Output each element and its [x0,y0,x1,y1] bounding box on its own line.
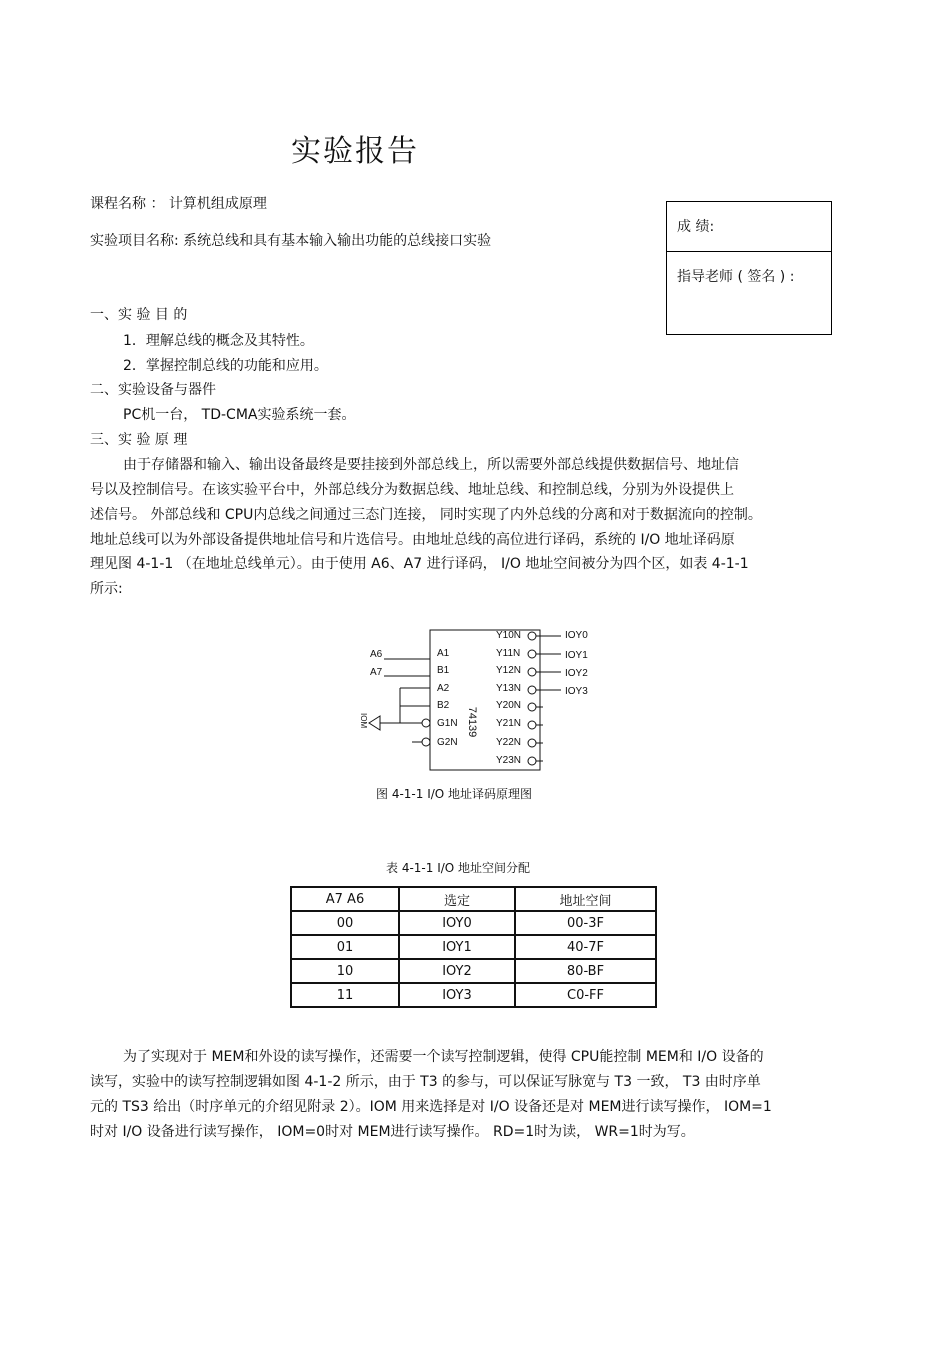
grade-label: 成 绩: [677,219,715,235]
pin-y20n: Y20N [496,700,522,711]
grade-box [666,201,832,335]
table-cell: IOY3 [399,983,515,1007]
teacher-signature-label: 指导老师 ( 签名 ) : [677,269,795,285]
table-cell: 00 [291,911,399,935]
section-3-heading: 三、实 验 原 理 [90,432,188,448]
pin-y22n: Y22N [496,737,522,748]
project-name: 实验项目名称: 系统总线和具有基本输入输出功能的总线接口实验 [90,233,492,249]
table-header-cell: 地址空间 [515,887,656,911]
table-row [291,983,656,1007]
pin-b1: B1 [437,665,450,676]
table-cell: 10 [291,959,399,983]
output-ioy0: IOY0 [565,630,588,641]
table-row [291,959,656,983]
section-2-text: PC机一台， TD-CMA实验系统一套。 [123,407,356,423]
pin-y21n: Y21N [496,718,522,729]
table-cell: 00-3F [515,911,656,935]
paragraph-2-line: 时对 I/O 设备进行读写操作， IOM=0时对 MEM进行读写操作。 RD=1时为读， WR=1时为写。 [90,1124,695,1140]
input-a6-label: A6 [370,649,383,660]
pin-g2n: G2N [437,737,458,748]
table-caption: 表 4-1-1 I/O 地址空间分配 [386,861,531,875]
address-table [290,886,657,1008]
paragraph-1-line: 理见图 4-1-1 （在地址总线单元）。由于使用 A6、A7 进行译码， I/O 地址空间被分为四个区，如表 4-1-1 [90,556,749,572]
table-row [291,911,656,935]
pin-g1n: G1N [437,718,458,729]
figure-caption: 图 4-1-1 I/O 地址译码原理图 [376,787,533,801]
table-cell: 11 [291,983,399,1007]
decoder-diagram [355,622,615,777]
page-title: 实验报告 [291,134,419,169]
output-ioy1: IOY1 [565,650,588,661]
pin-a2: A2 [437,683,450,694]
paragraph-2-line: 为了实现对于 MEM和外设的读写操作，还需要一个读写控制逻辑，使得 CPU能控制 MEM和 I/O 设备的 [123,1049,764,1065]
table-cell: 80-BF [515,959,656,983]
iom-label: IOM [359,713,368,729]
table-cell: 01 [291,935,399,959]
paragraph-1-line: 号以及控制信号。在该实验平台中，外部总线分为数据总线、地址总线、和控制总线，分别为外设提供上 [90,482,734,498]
pin-y13n: Y13N [496,683,522,694]
section-1-item-1: 1．理解总线的概念及其特性。 [123,333,314,349]
paragraph-1-line: 所示: [90,581,123,597]
output-ioy3: IOY3 [565,686,588,697]
table-row [291,935,656,959]
section-2-heading: 二、实验设备与器件 [90,382,216,398]
pin-a1: A1 [437,648,450,659]
table-cell: 40-7F [515,935,656,959]
section-1-heading: 一、实 验 目 的 [90,307,188,323]
paragraph-2-line: 元的 TS3 给出（时序单元的介绍见附录 2）。IOM 用来选择是对 I/O 设备还是对 MEM进行读写操作， IOM=1 [90,1099,772,1115]
input-a7-label: A7 [370,667,383,678]
pin-y12n: Y12N [496,665,522,676]
pin-b2: B2 [437,700,450,711]
chip-name: 74139 [466,706,478,738]
table-cell: IOY0 [399,911,515,935]
table-cell: IOY2 [399,959,515,983]
pin-y11n: Y11N [496,648,521,659]
paragraph-1-line: 地址总线可以为外部设备提供地址信号和片选信号。由地址总线的高位进行译码，系统的 I/O 地址译码原 [90,532,735,548]
section-1-item-2: 2．掌握控制总线的功能和应用。 [123,358,328,374]
table-cell: IOY1 [399,935,515,959]
output-ioy2: IOY2 [565,668,588,679]
course-name: 课程名称 ： 计算机组成原理 [90,196,267,212]
table-header-cell: A7 A6 [291,887,399,911]
paragraph-2-line: 读写，实验中的读写控制逻辑如图 4-1-2 所示，由于 T3 的参与，可以保证写脉宽与 T3 一致， T3 由时序单 [90,1074,761,1090]
table-header-row [291,887,656,911]
paragraph-1-line: 由于存储器和输入、输出设备最终是要挂接到外部总线上，所以需要外部总线提供数据信号、地址信 [123,457,739,473]
pin-y23n: Y23N [496,755,522,766]
table-cell: C0-FF [515,983,656,1007]
table-header-cell: 选定 [399,887,515,911]
pin-y10n: Y10N [496,630,522,641]
paragraph-1-line: 述信号。 外部总线和 CPU内总线之间通过三态门连接， 同时实现了内外总线的分离和对于数据流向的控制。 [90,507,762,523]
